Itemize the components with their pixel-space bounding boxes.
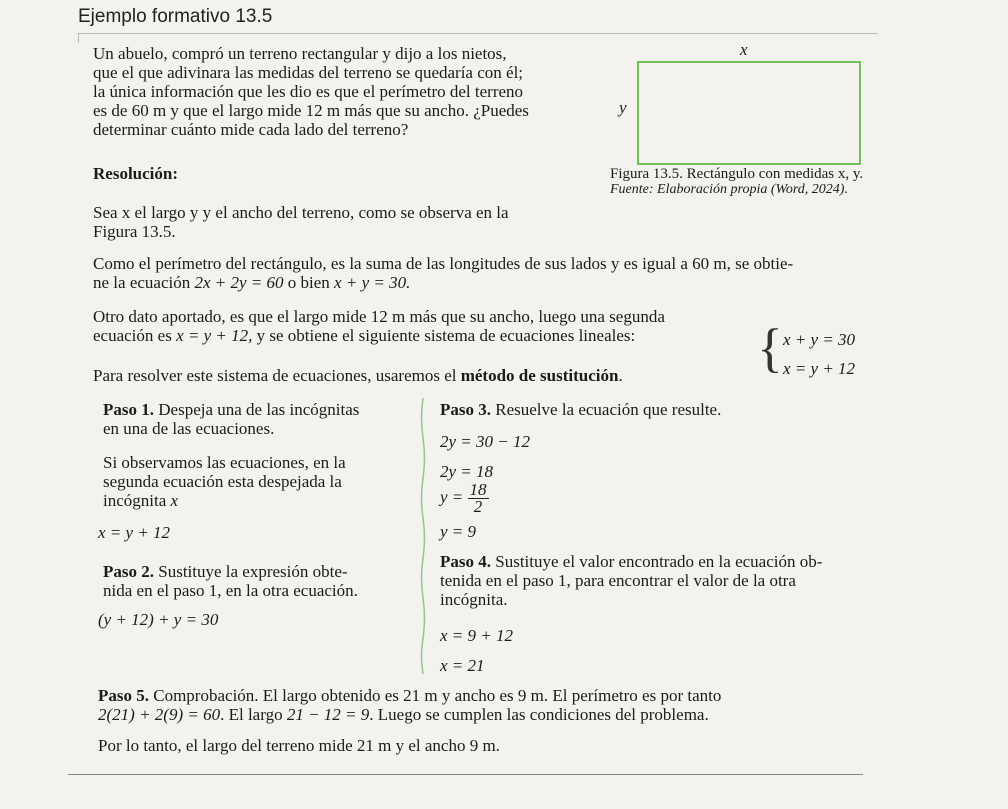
bottom-divider <box>68 774 863 775</box>
step-1-observation <box>103 453 403 510</box>
perimeter-text: ne la ecuación <box>93 273 195 292</box>
step-2 <box>103 562 403 600</box>
step-2-heading <box>103 562 403 581</box>
step-3-equation-4: y = 9 <box>440 522 477 541</box>
method-name: método de sustitución <box>460 366 619 385</box>
step-1-equation: x = y + 12 <box>98 523 171 542</box>
step-1-heading <box>103 400 403 419</box>
intro-line: Figura 13.5. <box>93 222 176 241</box>
figure-caption <box>610 167 880 197</box>
method-text: . <box>618 366 623 385</box>
step-2-text: Sustituye la expresión obte- <box>154 562 348 581</box>
second-equation-paragraph <box>93 307 773 345</box>
step-1-obs-line: segunda ecuación esta despejada la <box>103 472 342 491</box>
resolution-title: Resolución: <box>93 164 178 183</box>
step-5-text: . Luego se cumplen las condiciones del problema. <box>369 705 709 724</box>
steps-divider-line <box>422 398 425 674</box>
resolution-intro <box>93 203 613 241</box>
problem-statement <box>93 44 603 139</box>
step-5-equation-1: 2(21) + 2(9) = 60 <box>98 705 221 724</box>
step-1-text: Despeja una de las incógnitas <box>154 400 360 419</box>
step-5 <box>98 686 888 724</box>
step-1-obs-var: x <box>170 491 179 510</box>
perimeter-line: Como el perímetro del rectángulo, es la suma de las longitudes de sus lados y es igual a 60 m, se obtie- <box>93 254 794 273</box>
step-3-text: Resuelve la ecuación que resulte. <box>491 400 722 419</box>
intro-line: Sea x el largo y y el ancho del terreno, como se observa en la <box>93 203 509 222</box>
step-2-equation: (y + 12) + y = 30 <box>98 610 219 629</box>
figure-label-y: y <box>619 98 627 117</box>
figure-caption-text: Figura 13.5. Rectángulo con medidas x, y. <box>610 166 864 182</box>
system-equation-2: x = y + 12 <box>783 359 856 378</box>
step-5-heading <box>98 686 888 705</box>
fraction-numerator: 18 <box>469 480 487 499</box>
step-1-text: en una de las ecuaciones. <box>103 419 275 438</box>
step-5-line <box>98 705 888 724</box>
step-4-heading <box>440 552 880 571</box>
step-4 <box>440 552 880 609</box>
second-eq-line <box>93 326 773 345</box>
second-equation: x = y + 12, <box>176 326 253 345</box>
step-4-equation-1: x = 9 + 12 <box>440 626 513 645</box>
second-eq-text: ecuación es <box>93 326 177 345</box>
step-1 <box>103 400 403 438</box>
step-2-label: Paso 2. <box>103 562 154 581</box>
step-3-label: Paso 3. <box>440 400 491 419</box>
step-4-text: incógnita. <box>440 590 508 609</box>
problem-line: determinar cuánto mide cada lado del terreno? <box>93 120 409 139</box>
perimeter-text: o bien <box>283 273 335 292</box>
second-eq-line: Otro dato aportado, es que el largo mide 12 m más que su ancho, luego una segunda <box>93 307 665 326</box>
step-5-equation-2: 21 − 12 = 9 <box>286 705 370 724</box>
system-brace: { <box>757 318 783 378</box>
perimeter-line <box>93 273 883 292</box>
step-5-label: Paso 5. <box>98 686 149 705</box>
step-4-equation-2: x = 21 <box>440 656 485 675</box>
step-4-label: Paso 4. <box>440 552 491 571</box>
step-1-obs-text: incógnita <box>103 491 171 510</box>
step-5-text: . El largo <box>220 705 287 724</box>
step-3-equation-3 <box>440 482 489 515</box>
perimeter-equation-simplified: x + y = 30. <box>334 273 411 292</box>
example-title: Ejemplo formativo 13.5 <box>78 6 273 27</box>
step-3-fraction <box>468 482 489 515</box>
method-text: Para resolver este sistema de ecuaciones, usaremos el <box>93 366 461 385</box>
steps-divider <box>419 398 427 674</box>
second-eq-text: y se obtiene el siguiente sistema de ecuaciones lineales: <box>252 326 636 345</box>
method-sentence <box>93 366 623 385</box>
problem-line: que el que adivinara las medidas del terreno se quedaría con él; <box>93 63 524 82</box>
step-2-text: nida en el paso 1, en la otra ecuación. <box>103 581 358 600</box>
figure-label-x: x <box>740 40 748 59</box>
system-equation-1: x + y = 30 <box>783 330 856 349</box>
step-3-equation-2: 2y = 18 <box>440 462 494 481</box>
step-3-equation-1: 2y = 30 − 12 <box>440 432 530 451</box>
fraction-denominator: 2 <box>473 497 483 516</box>
figure-rectangle <box>637 61 861 165</box>
header-corner <box>78 33 79 43</box>
problem-line: Un abuelo, compró un terreno rectangular y dijo a los nietos, <box>93 44 507 63</box>
problem-line: la única información que les dio es que el perímetro del terreno <box>93 82 524 101</box>
step-1-obs-line: Si observamos las ecuaciones, en la <box>103 453 346 472</box>
figure-source: Fuente: Elaboración propia (Word, 2024). <box>610 182 848 197</box>
step-1-obs-line <box>103 491 403 510</box>
step-1-label: Paso 1. <box>103 400 154 419</box>
conclusion: Por lo tanto, el largo del terreno mide 21 m y el ancho 9 m. <box>98 736 500 755</box>
step-4-text: Sustituye el valor encontrado en la ecuación ob- <box>491 552 823 571</box>
header-divider <box>78 33 878 34</box>
problem-line: es de 60 m y que el largo mide 12 m más que su ancho. ¿Puedes <box>93 101 529 120</box>
step-4-text: tenida en el paso 1, para encontrar el valor de la otra <box>440 571 796 590</box>
perimeter-paragraph <box>93 254 883 292</box>
step-3-heading <box>440 400 721 419</box>
step-3-eq3-lhs: y = <box>440 487 464 507</box>
step-5-text: Comprobación. El largo obtenido es 21 m y ancho es 9 m. El perímetro es por tanto <box>149 686 722 705</box>
perimeter-equation: 2x + 2y = 60 <box>194 273 284 292</box>
